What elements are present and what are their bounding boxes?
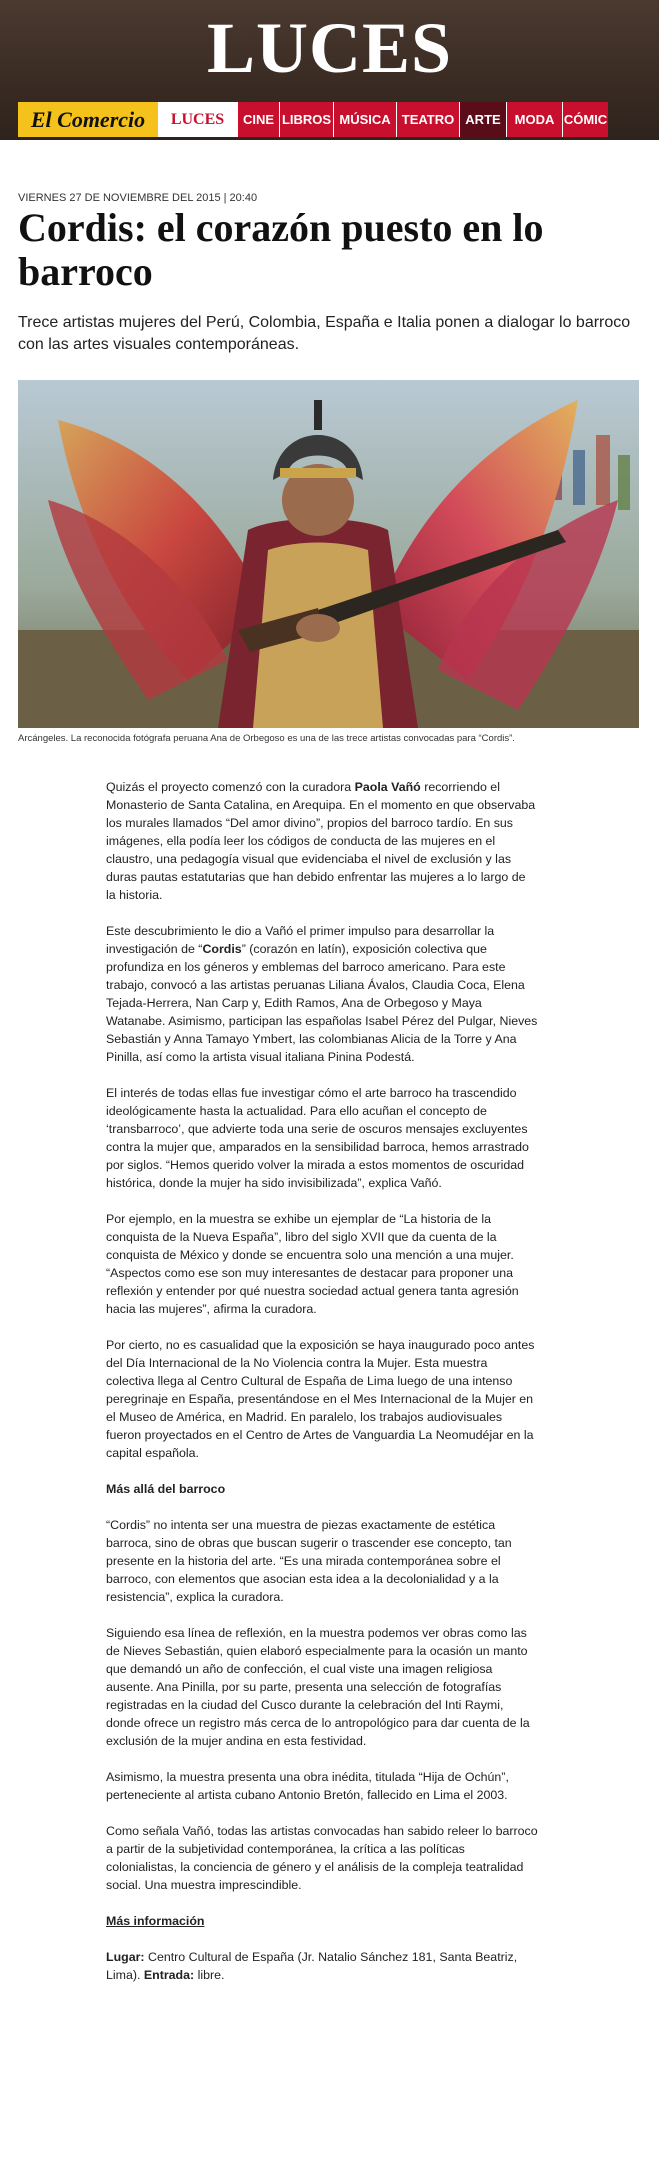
paragraph: Por cierto, no es casualidad que la exposición se haya inaugurado poco antes del Día Internacional de la No Violencia contra la Mujer. Esta muestra colectiva llega al Centro Cultural de España de Lima luego de una intenso peregrinaje en España, presentándose en el Mes Internacional de la Mujer en el Museo de América, en Madrid. En paralelo, los trabajos audiovisuales fueron proyectados en el Centro de Artes de Vanguardia La Neomudéjar en la capital española. xyxy=(106,1338,535,1460)
article-body xyxy=(106,778,538,2002)
info-label-entry: Entrada: xyxy=(143,1968,195,1982)
nav-luces[interactable]: LUCES xyxy=(158,102,237,137)
photo-illustration xyxy=(18,380,639,728)
nav-el-comercio[interactable]: El Comercio xyxy=(18,102,158,137)
text: Este descubrimiento le dio a Vañó el primer impulso para desarrollar la investigación de “ xyxy=(106,924,495,956)
text: recorriendo el Monasterio de Santa Catalina, en Arequipa. En el momento en que observaba los murales llamados “Del amor divino”, propios del barroco tardío. En sus imágenes, ella podía leer los códigos de conducta de las mujeres en el claustro, una pedagogía visual que evidenciaba el nivel de exclusión y las duras pautas estatutarias que han debido enfrentar las mujeres a lo largo de la historia. xyxy=(106,780,536,902)
nav-arte[interactable]: ARTE xyxy=(459,102,506,137)
info-entry: libre. xyxy=(194,1968,225,1982)
exhibition-name: Cordis xyxy=(202,942,242,956)
nav-cine[interactable]: CINE xyxy=(237,102,279,137)
paragraph: El interés de todas ellas fue investigar cómo el arte barroco ha trascendido ideológicamente hasta la actualidad. Para ello acuñan el concepto de ‘transbarroco’, que advierte toda una serie de oscuros mensajes excluyentes contra la mujer que, amparados en la sensibilidad barroca, hemos arrastrado por siglos. “Hemos querido volver la mirada a estos momentos de oscuridad histórica, donde la mujer ha sido invisibilizada”, explica Vañó. xyxy=(106,1086,529,1190)
paragraph: Por ejemplo, en la muestra se exhibe un ejemplar de “La historia de la conquista de la Nueva España”, libro del siglo XVII que da cuenta de la conquista de México y donde se encuentra solo una mención a una mujer. “Aspectos como ese son muy interesantes de destacar para proponer una reflexión y entender por qué nuestra sociedad actual genera tanta agresión hacia las mujeres”, afirma la curadora. xyxy=(106,1212,519,1316)
nav-musica[interactable]: MÚSICA xyxy=(333,102,396,137)
article-title: Cordis: el corazón puesto en lo barroco xyxy=(18,205,544,294)
paragraph: Como señala Vañó, todas las artistas convocadas han sabido releer lo barroco a partir de la subjetividad contemporánea, la crítica a las políticas colonialistas, la conciencia de género y el análisis de la compleja teatralidad social. Una muestra imprescindible. xyxy=(106,1824,538,1892)
paragraph: “Cordis” no intenta ser una muestra de piezas exactamente de estética barroca, sino de obras que buscan sugerir o trascender ese concepto, tan presente en la historia del arte. “Es una mirada contemporánea sobre el barroco, con elementos que asocian esta idea a la decolonialidad y a la resistencia”, explica la curadora. xyxy=(106,1518,512,1604)
nav-teatro[interactable]: TEATRO xyxy=(396,102,459,137)
site-logo[interactable]: LUCES xyxy=(206,8,453,88)
paragraph: Asimismo, la muestra presenta una obra inédita, titulada “Hija de Ochún”, perteneciente al artista cubano Antonio Bretón, fallecido en Lima el 2003. xyxy=(106,1770,509,1802)
curator-name: Paola Vañó xyxy=(354,780,421,794)
article-date: VIERNES 27 DE NOVIEMBRE DEL 2015 | 20:40 xyxy=(18,192,258,204)
nav-libros[interactable]: LIBROS xyxy=(279,102,333,137)
info-label-place: Lugar: xyxy=(106,1950,145,1964)
text: Quizás el proyecto comenzó con la curadora xyxy=(106,780,355,794)
more-info-heading: Más información xyxy=(106,1914,205,1928)
photo-caption: Arcángeles. La reconocida fotógrafa peruana Ana de Orbegoso es una de las trece artistas convocadas para “Cordis”. xyxy=(18,733,515,744)
info-paragraph xyxy=(106,1948,538,1984)
section-heading: Más allá del barroco xyxy=(106,1482,226,1496)
info-place: Centro Cultural de España (Jr. Natalio Sánchez 181, Santa Beatriz, Lima). xyxy=(106,1950,518,1982)
section-nav xyxy=(18,102,608,137)
text: ” (corazón en latín), exposición colectiva que profundiza en los géneros y emblemas del barroco americano. Para este trabajo, convocó a las artistas peruanas Liliana Ávalos, Claudia Coca, Elena Tejada-Herrera, Nan Carp y, Edith Ramos, Ana de Orbegoso y Maya Watanabe. Asimismo, participan las españolas Isabel Pérez del Pulgar, Nieves Sebastián y Anna Tamayo Ymbert, las colombianas Alicia de la Torre y Ana Pinilla, así como la artista visual italiana Pinina Podestá. xyxy=(106,942,538,1064)
article-photo[interactable] xyxy=(18,380,639,728)
paragraph: Siguiendo esa línea de reflexión, en la muestra podemos ver obras como las de Nieves Sebastián, quien elaboró especialmente para la ocasión un manto que demandó un año de confección, el cual viste una imagen religiosa ausente. Ana Pinilla, por su parte, presenta una selección de fotografías registradas en la ciudad del Cusco durante la celebración del Inti Raymi, donde ofrece un registro más cerca de lo antropológico para dar cuenta de la exclusión de la mujer andina en esta festividad. xyxy=(106,1626,530,1748)
article-subtitle: Trece artistas mujeres del Perú, Colombia, España e Italia ponen a dialogar lo barroco con las artes visuales contemporáneas. xyxy=(18,314,631,353)
site-header xyxy=(0,0,659,140)
nav-comic[interactable]: CÓMIC xyxy=(562,102,608,137)
paragraph xyxy=(106,922,538,1066)
nav-moda[interactable]: MODA xyxy=(506,102,562,137)
paragraph xyxy=(106,778,538,904)
